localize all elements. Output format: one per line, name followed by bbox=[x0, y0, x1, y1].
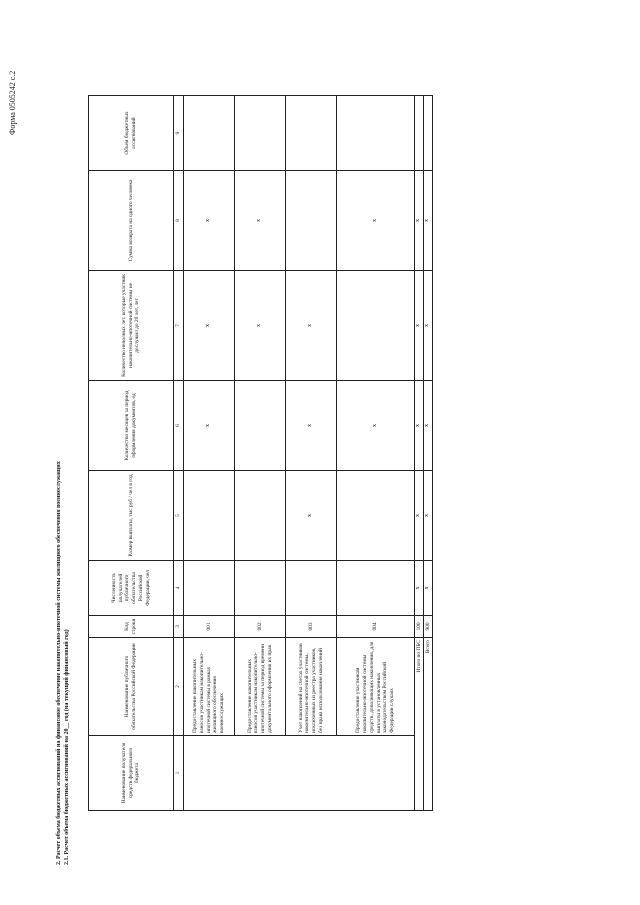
header-row bbox=[89, 96, 174, 811]
form-code: Форма 0505242 с.2 bbox=[8, 70, 17, 135]
subsection-heading: 2.1. Расчет объема бюджетных ассигнований на 20__ год (на текущий финансовый год) bbox=[64, 629, 70, 865]
calculation-table bbox=[88, 95, 433, 811]
value-cell[interactable]: x bbox=[286, 381, 337, 471]
value-cell[interactable] bbox=[184, 471, 235, 561]
value-cell[interactable] bbox=[286, 171, 337, 271]
value-cell: x bbox=[415, 471, 424, 561]
row-code: 900 bbox=[424, 616, 433, 638]
value-cell[interactable]: x bbox=[184, 171, 235, 271]
value-cell[interactable] bbox=[286, 96, 337, 171]
obligation-name: Предоставление накопительных взносов участникам накопительно-ипотечной системы в рамках жилищного обеспечения военнослужащих bbox=[184, 638, 235, 736]
column-number: 1 bbox=[174, 736, 184, 811]
value-cell[interactable]: x bbox=[337, 171, 415, 271]
table-row bbox=[286, 96, 337, 811]
column-number: 8 bbox=[174, 171, 184, 271]
header-cell: Сумма возврата на одного человека bbox=[89, 171, 174, 271]
total-row bbox=[424, 96, 433, 811]
value-cell[interactable] bbox=[235, 561, 286, 616]
header-cell: Количество неполных лет, которые участник накопительно-ипотечной системы не дослужил до 20 лет, лет bbox=[89, 271, 174, 381]
header-cell: Наименование получателя средств федерального бюджета bbox=[89, 736, 174, 811]
value-cell[interactable] bbox=[235, 381, 286, 471]
column-number: 5 bbox=[174, 471, 184, 561]
value-cell[interactable]: x bbox=[235, 271, 286, 381]
row-code: 003 bbox=[286, 616, 337, 638]
value-cell[interactable]: x bbox=[286, 471, 337, 561]
value-cell[interactable] bbox=[286, 561, 337, 616]
value-cell[interactable]: x bbox=[184, 271, 235, 381]
column-number: 7 bbox=[174, 271, 184, 381]
value-cell: x bbox=[415, 171, 424, 271]
value-cell: x bbox=[424, 561, 433, 616]
column-number: 4 bbox=[174, 561, 184, 616]
header-cell: Наименование публичного обязательства Российской Федерации bbox=[89, 638, 174, 736]
value-cell[interactable]: x bbox=[235, 171, 286, 271]
value-cell[interactable] bbox=[184, 561, 235, 616]
recipient-name-cell[interactable] bbox=[184, 736, 415, 811]
header-cell: Численность получателей публичного обязательства Российской Федерации, чел bbox=[89, 561, 174, 616]
value-cell: x bbox=[424, 271, 433, 381]
value-cell[interactable] bbox=[415, 96, 424, 171]
value-cell: x bbox=[424, 381, 433, 471]
value-cell[interactable] bbox=[337, 561, 415, 616]
section-heading: 2. Расчет объема бюджетных ассигнований на финансовое обеспечение накопительно-ипотечной системы жилищного обеспечения военнослужащих bbox=[56, 461, 62, 865]
value-cell: x bbox=[424, 471, 433, 561]
row-code: 001 bbox=[184, 616, 235, 638]
value-cell[interactable]: x bbox=[337, 381, 415, 471]
total-label: Всего bbox=[424, 638, 433, 811]
column-number: 6 bbox=[174, 381, 184, 471]
column-number-row bbox=[174, 96, 184, 811]
row-code: 004 bbox=[337, 616, 415, 638]
header-cell: Количество месяцев за период оформления документов, ед bbox=[89, 381, 174, 471]
table-row bbox=[337, 96, 415, 811]
value-cell[interactable] bbox=[235, 96, 286, 171]
table-row bbox=[184, 96, 235, 811]
obligation-name: Предоставление участникам накопительно-ипотечной системы средств, дополняющих накопления, для выплаты в установленных законодательством Российской Федерации случаях bbox=[337, 638, 415, 736]
value-cell[interactable] bbox=[424, 96, 433, 171]
header-cell: Код строки bbox=[89, 616, 174, 638]
value-cell[interactable] bbox=[184, 96, 235, 171]
value-cell: x bbox=[415, 561, 424, 616]
obligation-name: Учет накоплений на счетах участников накопительно-ипотечной системы, исключенных из реестра участников, без права использования накоплений bbox=[286, 638, 337, 736]
obligation-name: Предоставление накопительных взносов участникам накопительно-ипотечной системы за период времени документального оформления их прав bbox=[235, 638, 286, 736]
value-cell: x bbox=[415, 381, 424, 471]
value-cell[interactable]: x bbox=[286, 271, 337, 381]
value-cell[interactable] bbox=[337, 471, 415, 561]
header-cell: Объем бюджетных ассигнований bbox=[89, 96, 174, 171]
subtotal-label: Итого по ПБС bbox=[415, 638, 424, 811]
column-number: 2 bbox=[174, 638, 184, 736]
value-cell: x bbox=[424, 171, 433, 271]
value-cell[interactable] bbox=[337, 96, 415, 171]
value-cell[interactable]: x bbox=[184, 381, 235, 471]
header-cell: Размер выплаты, тыс руб / чел в год bbox=[89, 471, 174, 561]
column-number: 9 bbox=[174, 96, 184, 171]
value-cell: x bbox=[415, 271, 424, 381]
value-cell[interactable] bbox=[337, 271, 415, 381]
value-cell[interactable] bbox=[235, 471, 286, 561]
row-code: 002 bbox=[235, 616, 286, 638]
subtotal-row bbox=[415, 96, 424, 811]
column-number: 3 bbox=[174, 616, 184, 638]
row-code: 100 bbox=[415, 616, 424, 638]
table-row bbox=[235, 96, 286, 811]
